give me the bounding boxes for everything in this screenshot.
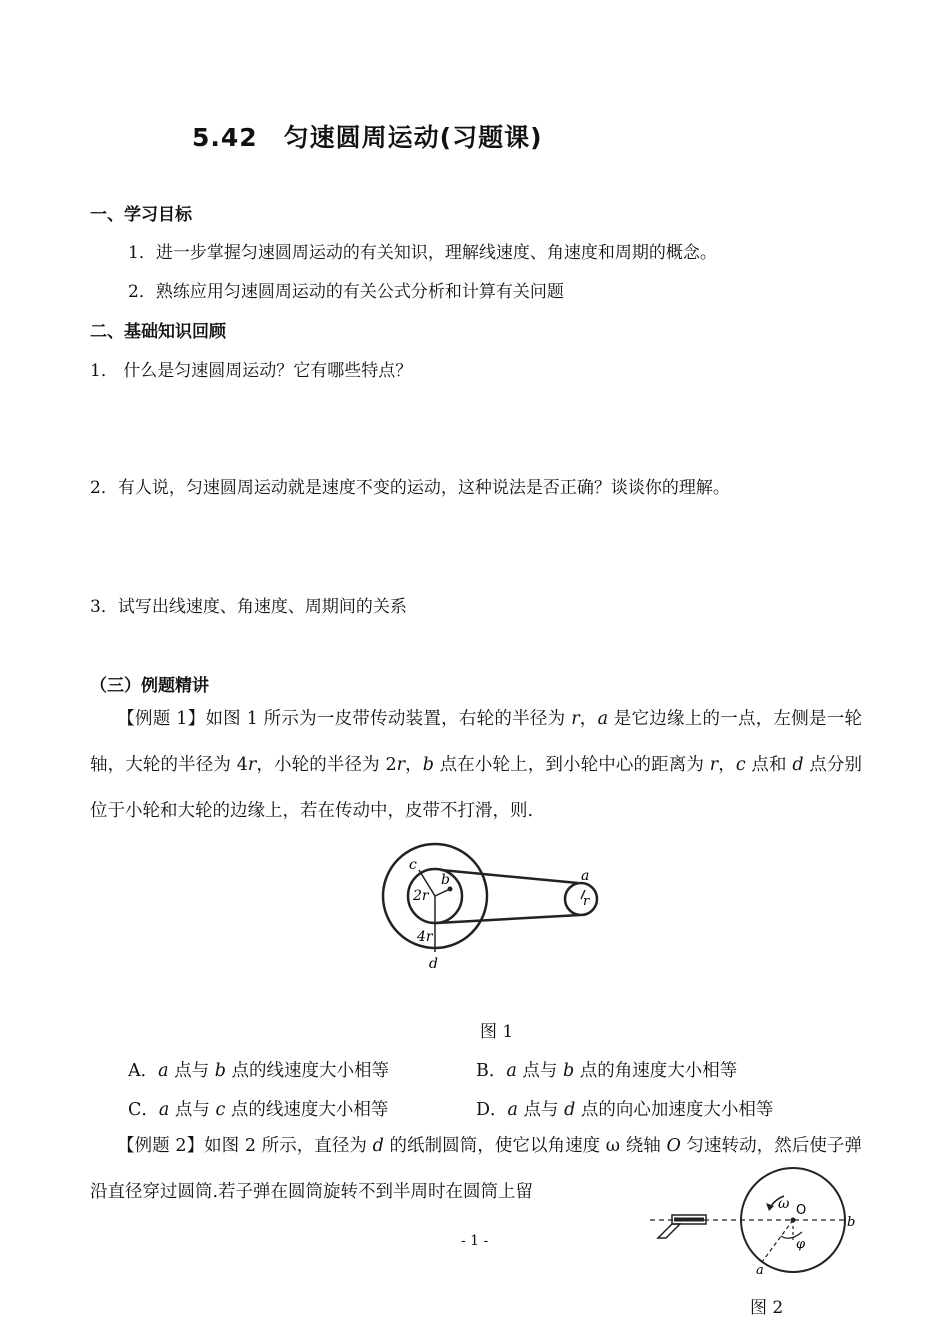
var-r: r — [571, 709, 580, 729]
var-r: r — [396, 755, 405, 775]
gun-handle — [658, 1224, 680, 1238]
example1-text-i: 点分别位于小轮和大轮的边缘上，若在传动中，皮带不打滑，则. — [90, 755, 862, 821]
section3-heading: （三）例题精讲 — [90, 676, 209, 696]
label-phi: φ — [796, 1237, 806, 1252]
var-r: r — [709, 755, 719, 775]
option-letter: A． — [128, 1061, 159, 1081]
var-r: r — [247, 755, 257, 775]
example1-text-d: ，小轮的半径为 2 — [256, 755, 397, 775]
example2-tag: 【例题 2】 — [117, 1136, 205, 1156]
section1-heading: 一、学习目标 — [90, 205, 192, 225]
example2-text-a: 如图 2 所示，直径为 — [204, 1136, 373, 1156]
example1-text-h: 点和 — [745, 755, 793, 775]
figure1-belt-drive-diagram — [375, 840, 605, 980]
page-number: - 1 - — [461, 1233, 489, 1249]
example1-text-c: 是它边缘上的一点，左侧是一轮轴，大轮的半径为 4 — [90, 709, 863, 775]
label-a: a — [581, 868, 590, 884]
option-point-1: a — [158, 1061, 169, 1081]
page-title: 5.42 匀速圆周运动(习题课) — [192, 123, 543, 152]
var-d: d — [372, 1136, 384, 1156]
label-c: c — [409, 857, 417, 873]
option-letter: C． — [128, 1100, 159, 1120]
option-tail: 点的线速度大小相等 — [225, 1100, 389, 1120]
option-mid: 点与 — [169, 1100, 216, 1120]
review-question-3: 3．试写出线速度、角速度、周期间的关系 — [90, 597, 407, 617]
review-question-2: 2．有人说，匀速圆周运动就是速度不变的运动，这种说法是否正确？谈谈你的理解。 — [90, 478, 730, 498]
option-c — [128, 1096, 388, 1121]
example1-text — [90, 696, 862, 834]
var-O: O — [666, 1136, 681, 1156]
objective-item-1: 1．进一步掌握匀速圆周运动的有关知识，理解线速度、角速度和周期的概念。 — [128, 243, 717, 263]
example1-text-e: ， — [404, 755, 423, 775]
option-point-2: b — [562, 1061, 575, 1081]
radius-to-a — [762, 1220, 793, 1262]
belt-top — [441, 870, 578, 883]
option-point-2: c — [215, 1100, 226, 1120]
label-O: O — [796, 1203, 807, 1218]
example2-text-b: 的纸制圆筒，使它以角速度 ω 绕轴 — [383, 1136, 667, 1156]
example1-text-a: 如图 1 所示为一皮带传动装置，右轮的半径为 — [205, 709, 572, 729]
option-letter: D． — [476, 1100, 508, 1120]
option-tail: 点的角速度大小相等 — [574, 1061, 738, 1081]
option-mid: 点与 — [517, 1100, 565, 1120]
review-question-1: 1． 什么是匀速圆周运动？它有哪些特点？ — [90, 361, 413, 381]
option-tail: 点的线速度大小相等 — [225, 1061, 389, 1081]
var-c: c — [735, 755, 746, 775]
option-point-2: d — [564, 1100, 576, 1120]
option-tail: 点的向心加速度大小相等 — [575, 1100, 774, 1120]
option-point-2: b — [214, 1061, 226, 1081]
option-point-1: a — [507, 1100, 518, 1120]
label-4r: 4r — [417, 929, 433, 945]
option-mid: 点与 — [516, 1061, 563, 1081]
section2-heading: 二、基础知识回顾 — [90, 322, 226, 342]
option-point-1: a — [158, 1100, 170, 1120]
example2-text-c: 匀速转动，然后使子弹沿直径穿过圆筒.若子弹在圆筒旋转不到半周时在圆筒上留 — [90, 1136, 862, 1202]
option-mid: 点与 — [168, 1061, 215, 1081]
example1-tag: 【例题 1】 — [117, 709, 206, 729]
example1-text-b: ， — [579, 709, 598, 729]
option-letter: B． — [476, 1061, 507, 1081]
label-d: d — [429, 956, 438, 972]
label-a: a — [756, 1263, 764, 1278]
label-b: b — [847, 1215, 856, 1230]
var-d: d — [792, 755, 804, 775]
figure2-cylinder-diagram — [650, 1170, 865, 1280]
example1-text-f: 点在小轮上，到小轮中心的距离为 — [433, 755, 710, 775]
option-point-1: a — [506, 1061, 517, 1081]
option-d — [476, 1096, 773, 1121]
option-b — [476, 1057, 737, 1082]
belt-bottom — [437, 915, 580, 923]
label-2r: 2r — [413, 888, 429, 904]
option-a — [128, 1057, 389, 1082]
example1-text-g: ， — [718, 755, 736, 775]
objective-item-2: 2．熟练应用匀速圆周运动的有关公式分析和计算有关问题 — [128, 282, 564, 302]
label-r: r — [583, 894, 590, 909]
var-a: a — [597, 709, 608, 729]
label-b: b — [441, 872, 450, 888]
label-omega: ω — [778, 1196, 790, 1212]
var-b: b — [422, 755, 434, 775]
figure1-caption: 图 1 — [480, 1022, 514, 1042]
figure2-caption: 图 2 — [750, 1298, 784, 1318]
